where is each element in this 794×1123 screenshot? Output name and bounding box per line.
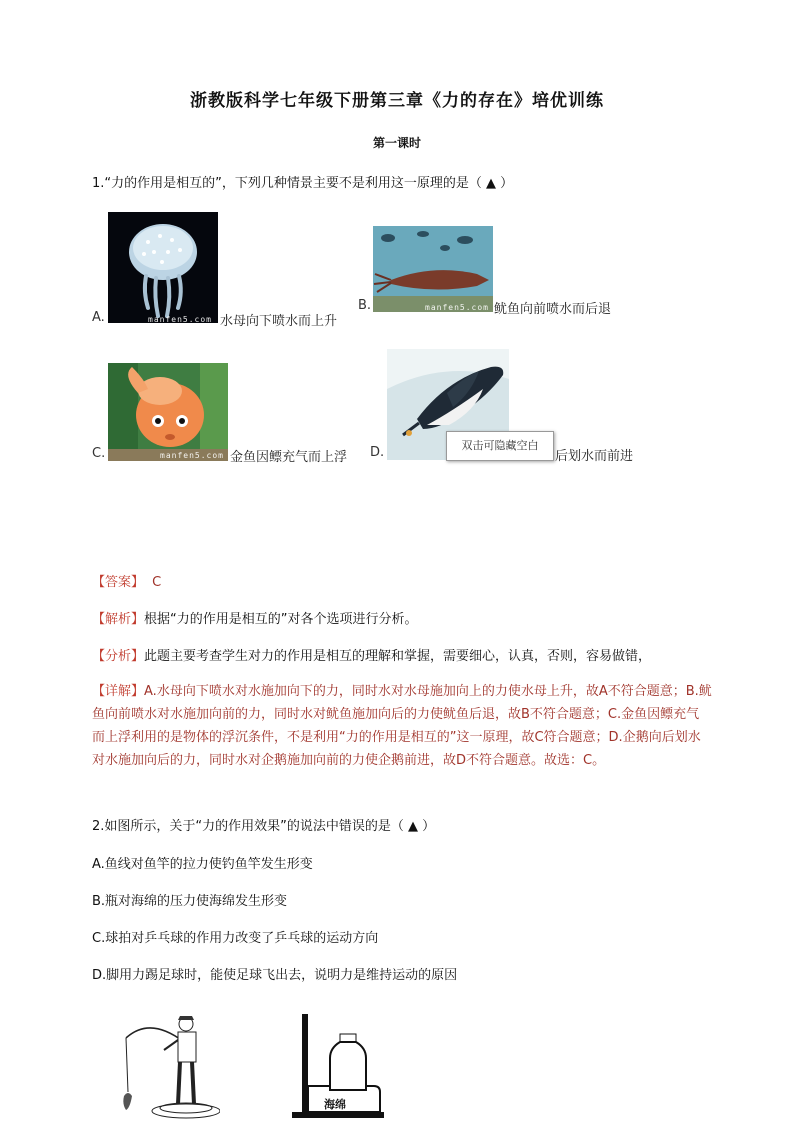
q2-option-d: D.脚用力踢足球时，能使足球飞出去，说明力是维持运动的原因 [92,968,458,983]
watermark-text: manfen5.com [425,303,489,312]
sponge-label: 海绵 [324,1098,346,1111]
hide-blank-tooltip[interactable]: 双击可隐藏空白 [446,431,554,461]
xiangjie-paragraph [92,680,712,772]
option-d-letter: D. [370,445,385,460]
jiexi-text: 根据“力的作用是相互的”对各个选项进行分析。 [144,612,418,627]
jellyfish-image [108,212,218,323]
xiangjie-tag: 【详解】 [92,684,145,699]
squid-image [373,226,493,312]
option-a-letter: A. [92,310,105,325]
lesson-subtitle: 第一课时 [372,136,421,150]
q2-option-b: B.瓶对海绵的压力使海绵发生形变 [92,894,288,909]
option-d-text: 后划水而前进 [555,449,634,464]
goldfish-image [108,363,228,461]
bottle-sponge-figure [288,1012,388,1120]
answer-tag: 【答案】 [92,575,145,590]
watermark-text: manfen5.com [160,451,224,460]
option-a-text: 水母向下喷水而上升 [220,314,338,329]
fenxi-text: 此题主要考查学生对力的作用是相互的理解和掌握，需要细心，认真，否则，容易做错， [144,649,652,664]
fisherman-figure [120,1012,220,1120]
option-c-letter: C. [92,446,106,461]
option-b-letter: B. [358,298,372,313]
option-b-text: 鱿鱼向前喷水而后退 [494,302,612,317]
jiexi-line [92,608,418,627]
answer-value: C [152,575,162,590]
option-c-text: 金鱼因鳔充气而上浮 [230,450,348,465]
question-1-stem: 1.“力的作用是相互的”，下列几种情景主要不是利用这一原理的是（ ▲ ） [92,176,514,191]
document-title: 浙教版科学七年级下册第三章《力的存在》培优训练 [190,91,604,111]
fenxi-line [92,645,651,664]
q2-option-c: C.球拍对乒乓球的作用力改变了乒乓球的运动方向 [92,931,379,946]
jiexi-tag: 【解析】 [92,612,145,627]
watermark-text: manfen5.com [148,315,212,323]
answer-line [92,571,161,590]
q2-option-a: A.鱼线对鱼竿的拉力使钓鱼竿发生形变 [92,857,313,872]
question-2-stem: 2.如图所示，关于“力的作用效果”的说法中错误的是（ ▲ ） [92,819,436,834]
xiangjie-text: A.水母向下喷水对水施加向下的力，同时水对水母施加向上的力使水母上升，故A不符合题意；B.鱿鱼向前喷水对水施加向前的力，同时水对鱿鱼施加向后的力使鱿鱼后退，故B不符合题意；C.金鱼因鳔充气而上浮利用的是物体的浮沉条件，不是利用“力的作用是相互的”这一原理，故C符合题意；D.企鹅向后划水对水施加向后的力，同时水对企鹅施加向前的力使企鹅前进，故D不符合题意。故选：C。 [92,684,712,768]
fenxi-tag: 【分析】 [92,649,145,664]
